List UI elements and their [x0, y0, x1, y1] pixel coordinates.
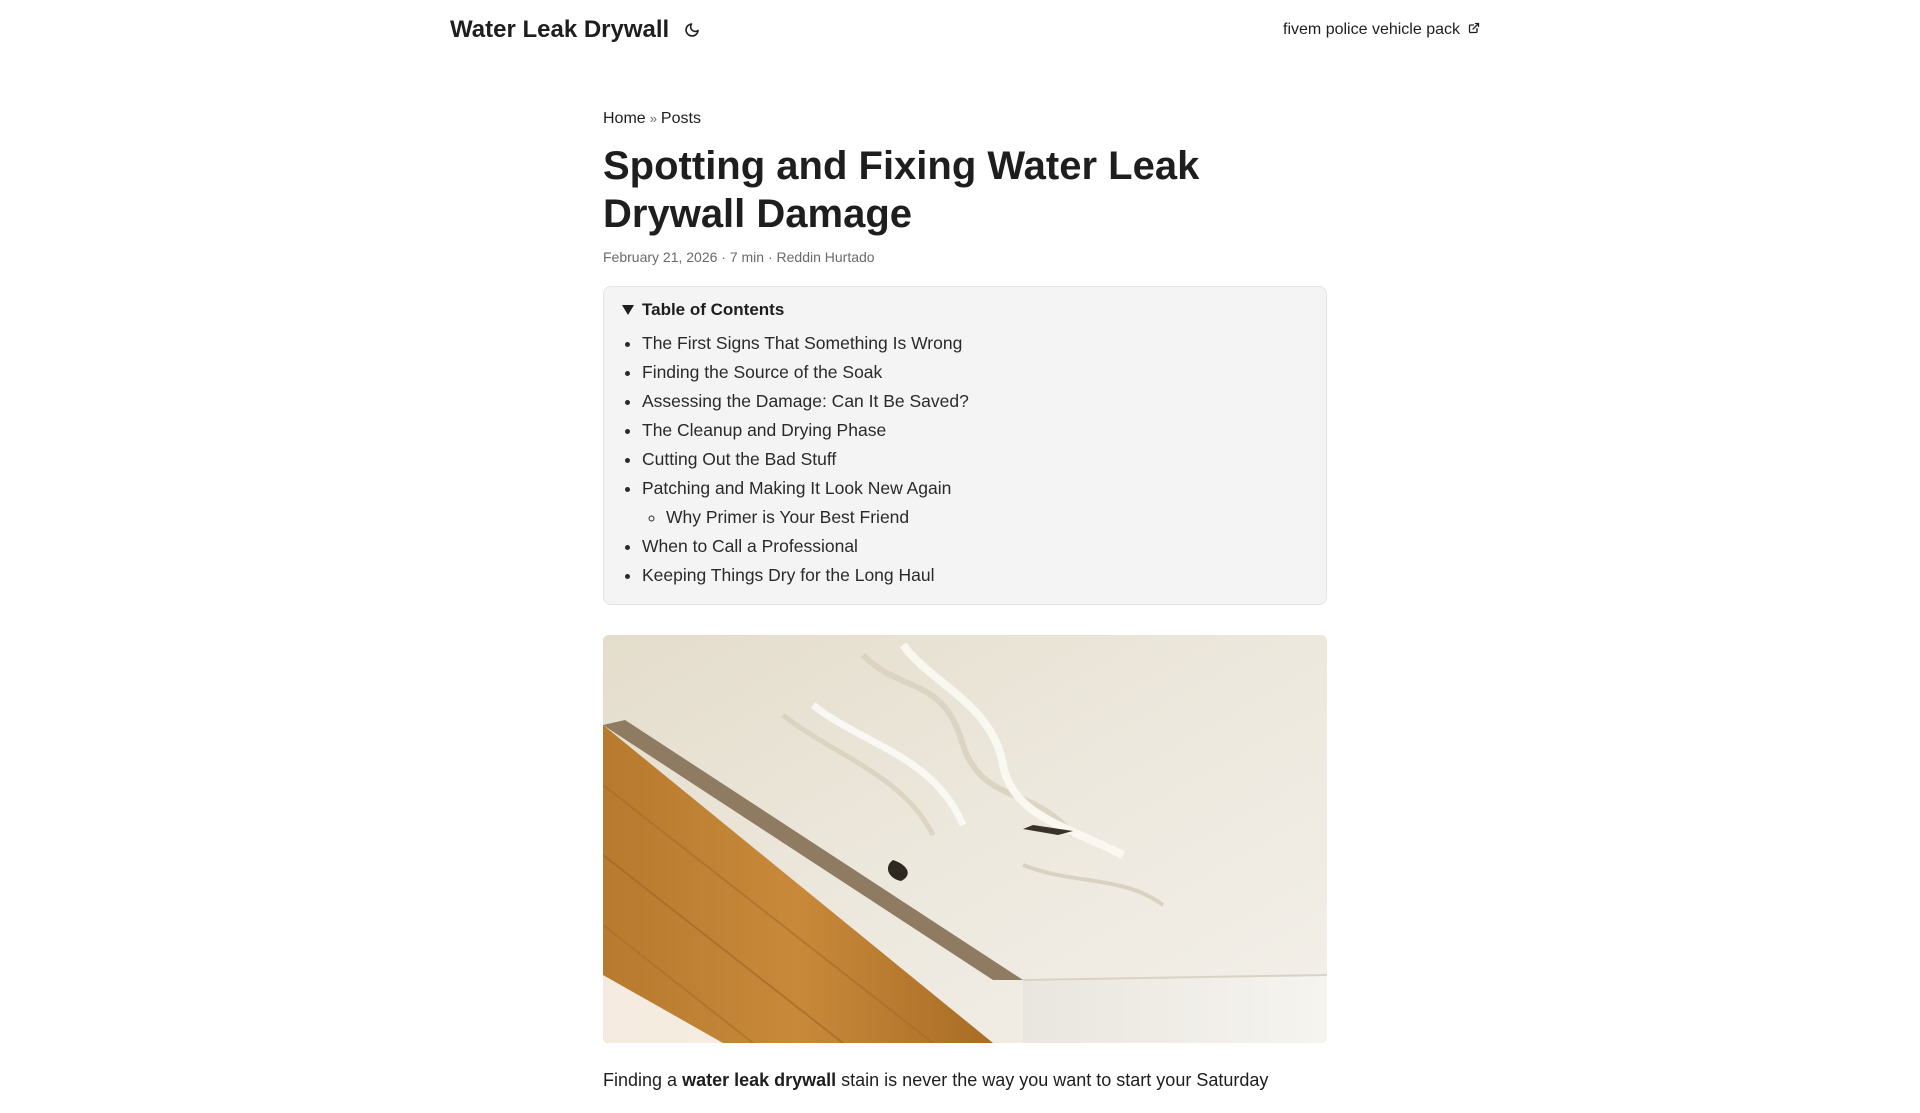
toc-sublink[interactable]: Why Primer is Your Best Friend	[666, 507, 910, 527]
external-link-icon	[1468, 21, 1480, 39]
toc-item	[642, 387, 1308, 416]
post-main	[603, 108, 1327, 1113]
intro-paragraph	[603, 1065, 1327, 1095]
triangle-down-icon	[622, 305, 634, 315]
toc-link[interactable]: Finding the Source of the Soak	[642, 362, 883, 382]
toc-link[interactable]: The First Signs That Something Is Wrong	[642, 333, 963, 353]
toc-item	[642, 329, 1308, 358]
toc-item	[642, 561, 1308, 590]
table-of-contents	[603, 286, 1327, 605]
logo-switch	[450, 16, 703, 44]
external-link-label: fivem police vehicle pack	[1283, 21, 1460, 38]
intro-keyword: water leak drywall	[682, 1070, 837, 1090]
toc-toggle[interactable]	[622, 299, 1308, 321]
toc-item	[642, 358, 1308, 387]
toc-link[interactable]: Patching and Making It Look New Again	[642, 478, 952, 498]
breadcrumb-separator: »	[649, 111, 657, 126]
toc-item	[642, 416, 1308, 445]
site-header	[450, 0, 1480, 60]
toc-item	[642, 445, 1308, 474]
toc-link[interactable]: Cutting Out the Bad Stuff	[642, 449, 837, 469]
page-title: Spotting and Fixing Water Leak Drywall Damage	[603, 144, 1200, 236]
post-meta: February 21, 2026 · 7 min · Reddin Hurtado	[603, 249, 875, 265]
toc-subitem	[666, 503, 1308, 532]
toc-summary-label: Table of Contents	[642, 300, 785, 319]
site-title[interactable]: Water Leak Drywall	[450, 16, 670, 43]
toc-sublist	[642, 503, 1308, 532]
toc-link[interactable]: The Cleanup and Drying Phase	[642, 420, 887, 440]
external-link-fivem[interactable]	[1283, 21, 1480, 39]
toc-link[interactable]: Assessing the Damage: Can It Be Saved?	[642, 391, 969, 411]
toc-item	[642, 532, 1308, 561]
intro-text-after: stain is never the way you want to start your Saturday	[836, 1070, 1269, 1090]
toc-item	[642, 474, 1308, 532]
breadcrumb-home[interactable]: Home	[603, 110, 646, 127]
toc-link[interactable]: Keeping Things Dry for the Long Haul	[642, 565, 935, 585]
toc-link[interactable]: When to Call a Professional	[642, 536, 858, 556]
intro-text-before: Finding a	[603, 1070, 683, 1090]
toc-list	[622, 329, 1308, 590]
moon-icon[interactable]	[681, 19, 703, 41]
cover-image	[603, 635, 1327, 1043]
breadcrumb	[603, 108, 1327, 130]
breadcrumb-posts[interactable]: Posts	[660, 110, 701, 127]
